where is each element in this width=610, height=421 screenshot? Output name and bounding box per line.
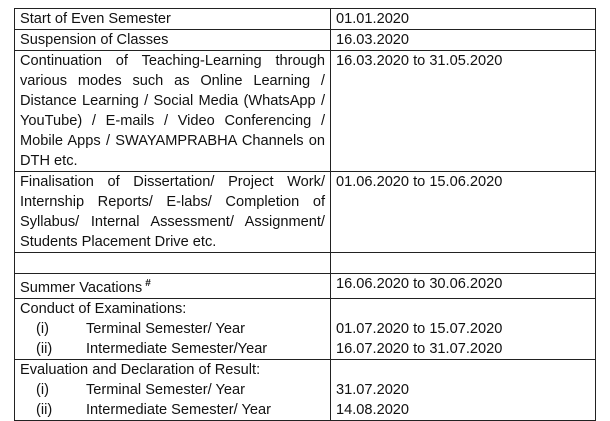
activity-cell: Finalisation of Dissertation/ Project Work/ Internship Reports/ E-labs/ Completion of Syllabus/ Internal Assessment/ Assignment/ Students Placement Drive etc. [15,172,331,253]
footnote-marker: # [145,278,151,289]
date-cell: 16.07.2020 to 31.07.2020 [331,339,596,360]
sub-item-number: (ii) [36,341,53,357]
table-row [15,339,596,360]
empty-cell [15,253,331,274]
date-cell: 16.03.2020 [331,30,596,51]
sub-item-label: Terminal Semester/ Year [86,321,245,337]
sub-item-label: Terminal Semester/ Year [86,382,245,398]
date-cell: 01.01.2020 [331,9,596,30]
activity-cell: Start of Even Semester [15,9,331,30]
date-cell: 16.06.2020 to 30.06.2020 [331,274,596,299]
table-row [15,400,596,421]
activity-cell [15,274,331,299]
sub-item-cell [15,400,331,421]
sub-item-cell [15,339,331,360]
date-cell: 01.07.2020 to 15.07.2020 [331,319,596,339]
sub-item-number: (i) [36,382,49,398]
empty-cell [331,253,596,274]
empty-cell [331,360,596,381]
academic-calendar-table [14,8,596,421]
date-cell: 01.06.2020 to 15.06.2020 [331,172,596,253]
table-row [15,172,596,253]
table-row-spacer [15,253,596,274]
table-row [15,299,596,320]
date-cell: 16.03.2020 to 31.05.2020 [331,51,596,172]
sub-item-cell [15,319,331,339]
activity-cell: Suspension of Classes [15,30,331,51]
table-row [15,30,596,51]
date-cell: 14.08.2020 [331,400,596,421]
activity-cell: Continuation of Teaching-Learning through various modes such as Online Learning / Distance Learning / Social Media (WhatsApp / YouTube) / E-mails / Video Conferencing / Mobile Apps / SWAYAMPRABHA Channels on DTH etc. [15,51,331,172]
section-heading: Conduct of Examinations: [15,299,331,320]
section-heading: Evaluation and Declaration of Result: [15,360,331,381]
activity-label: Summer Vacations [20,280,143,296]
empty-cell [331,299,596,320]
table-row [15,51,596,172]
table-row [15,274,596,299]
sub-item-number: (i) [36,321,49,337]
sub-item-label: Intermediate Semester/ Year [86,402,271,418]
table-row [15,319,596,339]
table-row [15,9,596,30]
sub-item-number: (ii) [36,402,53,418]
sub-item-label: Intermediate Semester/Year [86,341,268,357]
table-row [15,380,596,400]
date-cell: 31.07.2020 [331,380,596,400]
sub-item-cell [15,380,331,400]
table-row [15,360,596,381]
